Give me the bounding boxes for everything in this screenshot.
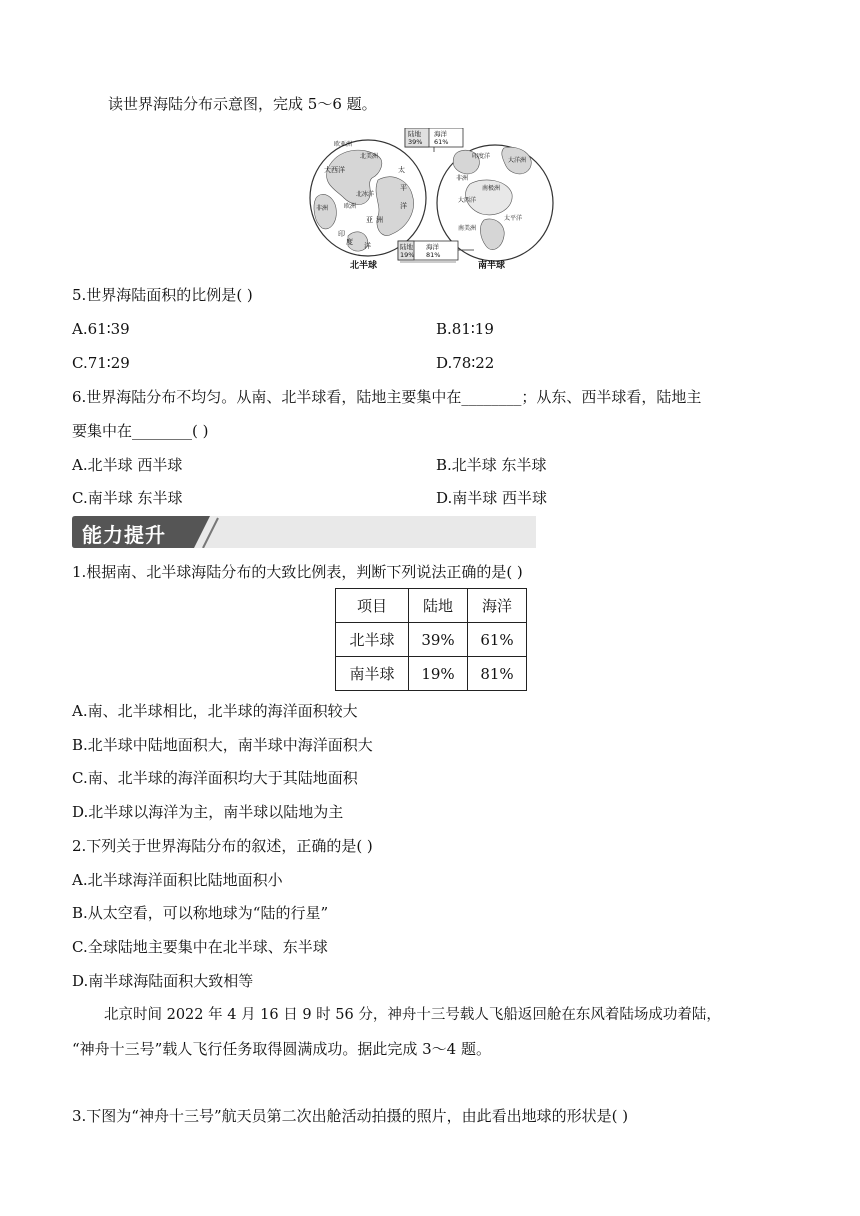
q6-stem-line2: 要集中在________( ) bbox=[72, 422, 209, 440]
q2-option-a[interactable]: A.北半球海洋面积比陆地面积小 bbox=[72, 871, 283, 889]
south-box-sea-pct: 81% bbox=[426, 251, 441, 259]
map-label: 亚 bbox=[366, 216, 373, 224]
map-label: 南极洲 bbox=[482, 185, 501, 192]
q5-stem: 5.世界海陆面积的比例是( ) bbox=[72, 286, 253, 304]
north-box-sea-pct: 61% bbox=[434, 138, 449, 146]
table-row bbox=[336, 589, 527, 623]
world-land-sea-map bbox=[308, 128, 556, 270]
q6-stem-line1: 6.世界海陆分布不均匀。从南、北半球看，陆地主要集中在________；从东、西半球看，陆地主 bbox=[72, 388, 702, 406]
q6-option-d[interactable]: D.南半球 西半球 bbox=[436, 489, 548, 507]
q5-option-a[interactable]: A.61∶39 bbox=[72, 320, 130, 338]
map-label: 大洋洲 bbox=[508, 157, 527, 164]
svg-text:北半球 南半球 bbox=[350, 259, 505, 270]
passage-line1: 北京时间 2022 年 4 月 16 日 9 时 56 分，神舟十三号载人飞船返回舱在东风着陆场成功着陆， bbox=[104, 1007, 721, 1023]
north-box-land-pct: 39% bbox=[408, 138, 423, 146]
table-cell: 81% bbox=[468, 657, 527, 691]
section-title: 能力提升 bbox=[82, 523, 166, 547]
table-cell: 陆地 bbox=[409, 589, 468, 623]
q2-stem: 2.下列关于世界海陆分布的叙述，正确的是( ) bbox=[72, 837, 373, 855]
table-row bbox=[336, 657, 527, 691]
south-caption: 南半球 bbox=[478, 261, 506, 270]
south-box-land: 陆地 bbox=[400, 243, 413, 251]
q5-option-b[interactable]: B.81∶19 bbox=[436, 320, 494, 338]
map-label: 洋 bbox=[364, 242, 371, 250]
map-label: 北美洲 bbox=[360, 153, 379, 160]
q6-option-b[interactable]: B.北半球 东半球 bbox=[436, 456, 547, 474]
q2-option-b[interactable]: B.从太空看，可以称地球为“陆的行星” bbox=[72, 904, 329, 922]
map-label: 印度洋 bbox=[472, 153, 491, 160]
map-label: 非洲 bbox=[456, 175, 469, 182]
section-header bbox=[72, 516, 536, 548]
map-label: 非洲 bbox=[316, 205, 329, 212]
q3-stem: 3.下图为“神舟十三号”航天员第二次出舱活动拍摄的照片，由此看出地球的形状是( ) bbox=[72, 1107, 629, 1125]
table-cell: 项目 bbox=[336, 589, 409, 623]
north-box-land: 陆地 bbox=[408, 130, 421, 138]
map-label: 欧洲 bbox=[344, 203, 357, 210]
map-label: 大西洋 bbox=[458, 197, 477, 204]
map-label: 太平洋 bbox=[504, 215, 523, 222]
map-label: 平 bbox=[400, 184, 407, 192]
table-row bbox=[336, 623, 527, 657]
passage-line2: “神舟十三号”载人飞行任务取得圆满成功。据此完成 3～4 题。 bbox=[72, 1040, 491, 1058]
q2-option-d[interactable]: D.南半球海陆面积大致相等 bbox=[72, 972, 254, 990]
q1-option-d[interactable]: D.北半球以海洋为主，南半球以陆地为主 bbox=[72, 803, 344, 821]
q6-option-a[interactable]: A.北半球 西半球 bbox=[72, 456, 183, 474]
map-label: 南美洲 bbox=[458, 225, 477, 232]
q5-option-d[interactable]: D.78∶22 bbox=[436, 354, 495, 372]
land-sea-ratio-table bbox=[335, 588, 527, 691]
table-cell: 南半球 bbox=[336, 657, 409, 691]
map-label: 印 bbox=[338, 230, 345, 238]
q5-option-c[interactable]: C.71∶29 bbox=[72, 354, 130, 372]
map-label: 洲 bbox=[376, 216, 383, 224]
table-cell: 海洋 bbox=[468, 589, 527, 623]
table-cell: 北半球 bbox=[336, 623, 409, 657]
map-label: 欧亚洲 bbox=[334, 141, 353, 148]
map-label: 大西洋 bbox=[324, 166, 345, 174]
q1-stem: 1.根据南、北半球海陆分布的大致比例表，判断下列说法正确的是( ) bbox=[72, 563, 523, 581]
map-label: 太 bbox=[398, 166, 405, 174]
q1-option-a[interactable]: A.南、北半球相比，北半球的海洋面积较大 bbox=[72, 702, 358, 720]
map-label: 度 bbox=[346, 238, 353, 246]
q1-option-b[interactable]: B.北半球中陆地面积大，南半球中海洋面积大 bbox=[72, 736, 373, 754]
q1-option-c[interactable]: C.南、北半球的海洋面积均大于其陆地面积 bbox=[72, 769, 358, 787]
south-box-land-pct: 19% bbox=[400, 251, 415, 259]
q2-option-c[interactable]: C.全球陆地主要集中在北半球、东半球 bbox=[72, 938, 328, 956]
table-cell: 61% bbox=[468, 623, 527, 657]
north-box-sea: 海洋 bbox=[434, 130, 447, 138]
map-label: 北冰洋 bbox=[356, 191, 375, 198]
q6-option-c[interactable]: C.南半球 东半球 bbox=[72, 489, 183, 507]
intro-text: 读世界海陆分布示意图，完成 5～6 题。 bbox=[108, 95, 377, 113]
table-cell: 39% bbox=[409, 623, 468, 657]
table-cell: 19% bbox=[409, 657, 468, 691]
map-label: 洋 bbox=[400, 202, 407, 210]
north-caption: 北半球 bbox=[350, 261, 378, 270]
south-box-sea: 海洋 bbox=[426, 243, 439, 251]
